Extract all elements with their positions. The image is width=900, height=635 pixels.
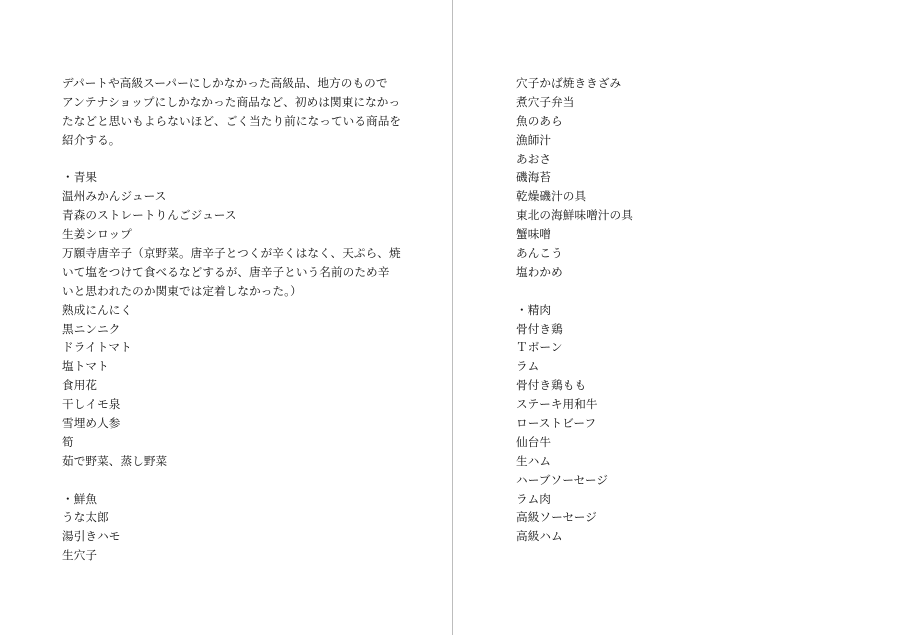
list-item: ラム [516, 359, 540, 374]
list-item: 茹で野菜、蒸し野菜 [62, 453, 168, 468]
list-item: 東北の海鮮味噌汁の具 [516, 208, 633, 223]
intro-line: 紹介する。 [62, 132, 121, 147]
list-item: Ｔボーン [516, 340, 563, 355]
list-item: 穴子かば焼ききざみ [516, 76, 622, 90]
list-item: 温州みかんジュース [62, 189, 167, 204]
list-item: いて塩をつけて食べるなどするが、唐辛子という名前のため辛 [62, 264, 390, 279]
list-item: 蟹味噌 [516, 227, 552, 242]
list-item: 煮穴子弁当 [516, 94, 575, 109]
list-item: 塩わかめ [516, 264, 563, 279]
list-item: 黒ニンニク [62, 321, 121, 336]
list-item: ステーキ用和牛 [516, 397, 598, 412]
paragraph-gap [516, 282, 846, 301]
list-item: 筍 [62, 434, 74, 449]
list-item: あおさ [516, 151, 552, 166]
section-heading-seika: ・青果 [62, 170, 98, 185]
intro-line: デパートや高級スーパーにしかなかった高級品、地方のもので [62, 76, 388, 90]
list-item: ドライトマト [62, 340, 132, 355]
left-page-text [62, 74, 402, 565]
list-item: 食用花 [62, 378, 98, 393]
list-item: 湯引きハモ [62, 529, 121, 544]
intro-line: アンテナショップにしかなかった商品など、初めは関東になかっ [62, 94, 401, 109]
paragraph-gap [62, 471, 392, 490]
list-item: 青森のストレートりんごジュース [62, 208, 237, 223]
right-page [453, 0, 900, 635]
list-item: 塩トマト [62, 359, 109, 374]
section-heading-sengyo: ・鮮魚 [62, 491, 98, 506]
list-item: 仙台牛 [516, 434, 552, 449]
list-item: あんこう [516, 246, 563, 261]
list-item: ハーブソーセージ [516, 472, 609, 487]
list-item: いと思われたのか関東では定着しなかった。） [62, 283, 302, 298]
list-item: ローストビーフ [516, 416, 597, 431]
paragraph-gap [62, 150, 392, 169]
list-item: うな太郎 [62, 510, 109, 525]
list-item: 生穴子 [62, 548, 98, 563]
list-item: 骨付き鶏もも [516, 378, 587, 393]
list-item: 万願寺唐辛子（京野菜。唐辛子とつくが辛くはなく、天ぷら、焼 [62, 246, 401, 261]
list-item: 漁師汁 [516, 132, 552, 147]
list-item: 乾燥磯汁の具 [516, 189, 587, 204]
list-item: 熟成にんにく [62, 302, 133, 317]
list-item: 魚のあら [516, 113, 563, 128]
list-item: 雪埋め人参 [62, 416, 121, 431]
list-item: 干しイモ泉 [62, 397, 121, 412]
list-item: 高級ハム [516, 529, 563, 544]
list-item: ラム肉 [516, 491, 551, 506]
list-item: 生ハム [516, 453, 552, 468]
list-item: 高級ソーセージ [516, 510, 597, 525]
list-item: 骨付き鶏 [516, 321, 563, 336]
list-item: 磯海苔 [516, 170, 552, 185]
list-item: 生姜シロップ [62, 227, 132, 242]
intro-line: たなどと思いもよらないほど、ごく当たり前になっている商品を [62, 113, 402, 128]
right-page-text [516, 74, 846, 546]
section-heading-seiniku: ・精肉 [516, 302, 552, 317]
